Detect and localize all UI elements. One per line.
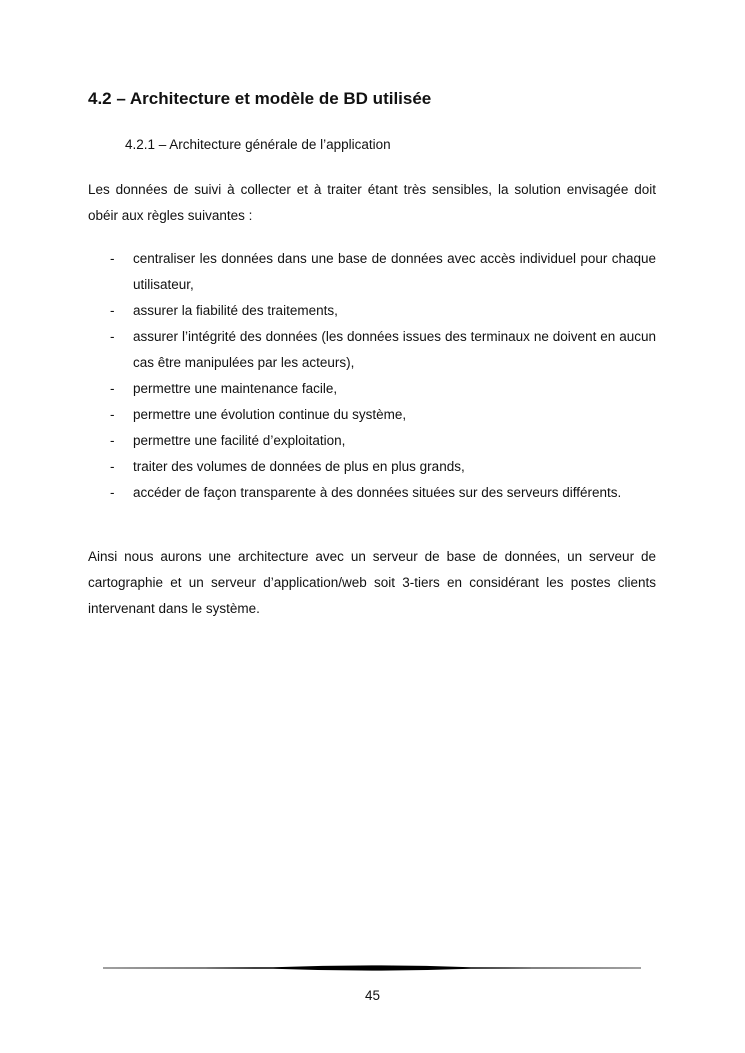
list-item-text: accéder de façon transparente à des données situées sur des serveurs différents. <box>133 485 622 500</box>
page-number: 45 <box>364 988 381 1003</box>
list-marker: - <box>110 459 115 474</box>
list-item <box>88 298 656 324</box>
footer-divider <box>103 962 641 974</box>
list-item-text: permettre une évolution continue du système, <box>133 407 407 422</box>
list-item <box>88 402 656 428</box>
requirements-list <box>88 246 656 506</box>
list-marker: - <box>110 329 115 344</box>
list-item-text: permettre une maintenance facile, <box>133 381 338 396</box>
list-item <box>88 246 656 298</box>
list-item <box>88 324 656 376</box>
list-item <box>88 428 656 454</box>
list-marker: - <box>110 381 115 396</box>
list-marker: - <box>110 303 115 318</box>
list-item-text: assurer la fiabilité des traitements, <box>133 303 338 318</box>
section-heading: 4.2 – Architecture et modèle de BD utilisée <box>88 89 432 108</box>
list-item-text: traiter des volumes de données de plus en plus grands, <box>133 459 465 474</box>
list-item-text: centraliser les données dans une base de données avec accès individuel pour chaque utilisateur, <box>133 251 656 292</box>
list-marker: - <box>110 251 115 266</box>
list-item <box>88 480 656 506</box>
subsection-heading: 4.2.1 – Architecture générale de l’application <box>125 137 391 152</box>
conclusion-paragraph: Ainsi nous aurons une architecture avec un serveur de base de données, un serveur de cartographie et un serveur d’application/web soit 3-tiers en considérant les postes clients intervenant dans le système. <box>88 549 656 616</box>
intro-paragraph: Les données de suivi à collecter et à traiter étant très sensibles, la solution envisagée doit obéir aux règles suivantes : <box>88 182 656 223</box>
list-item <box>88 454 656 480</box>
list-item-text: assurer l’intégrité des données (les données issues des terminaux ne doivent en aucun cas être manipulées par les acteurs), <box>133 329 656 370</box>
list-item <box>88 376 656 402</box>
list-marker: - <box>110 485 115 500</box>
list-marker: - <box>110 407 115 422</box>
list-marker: - <box>110 433 115 448</box>
list-item-text: permettre une facilité d’exploitation, <box>133 433 346 448</box>
